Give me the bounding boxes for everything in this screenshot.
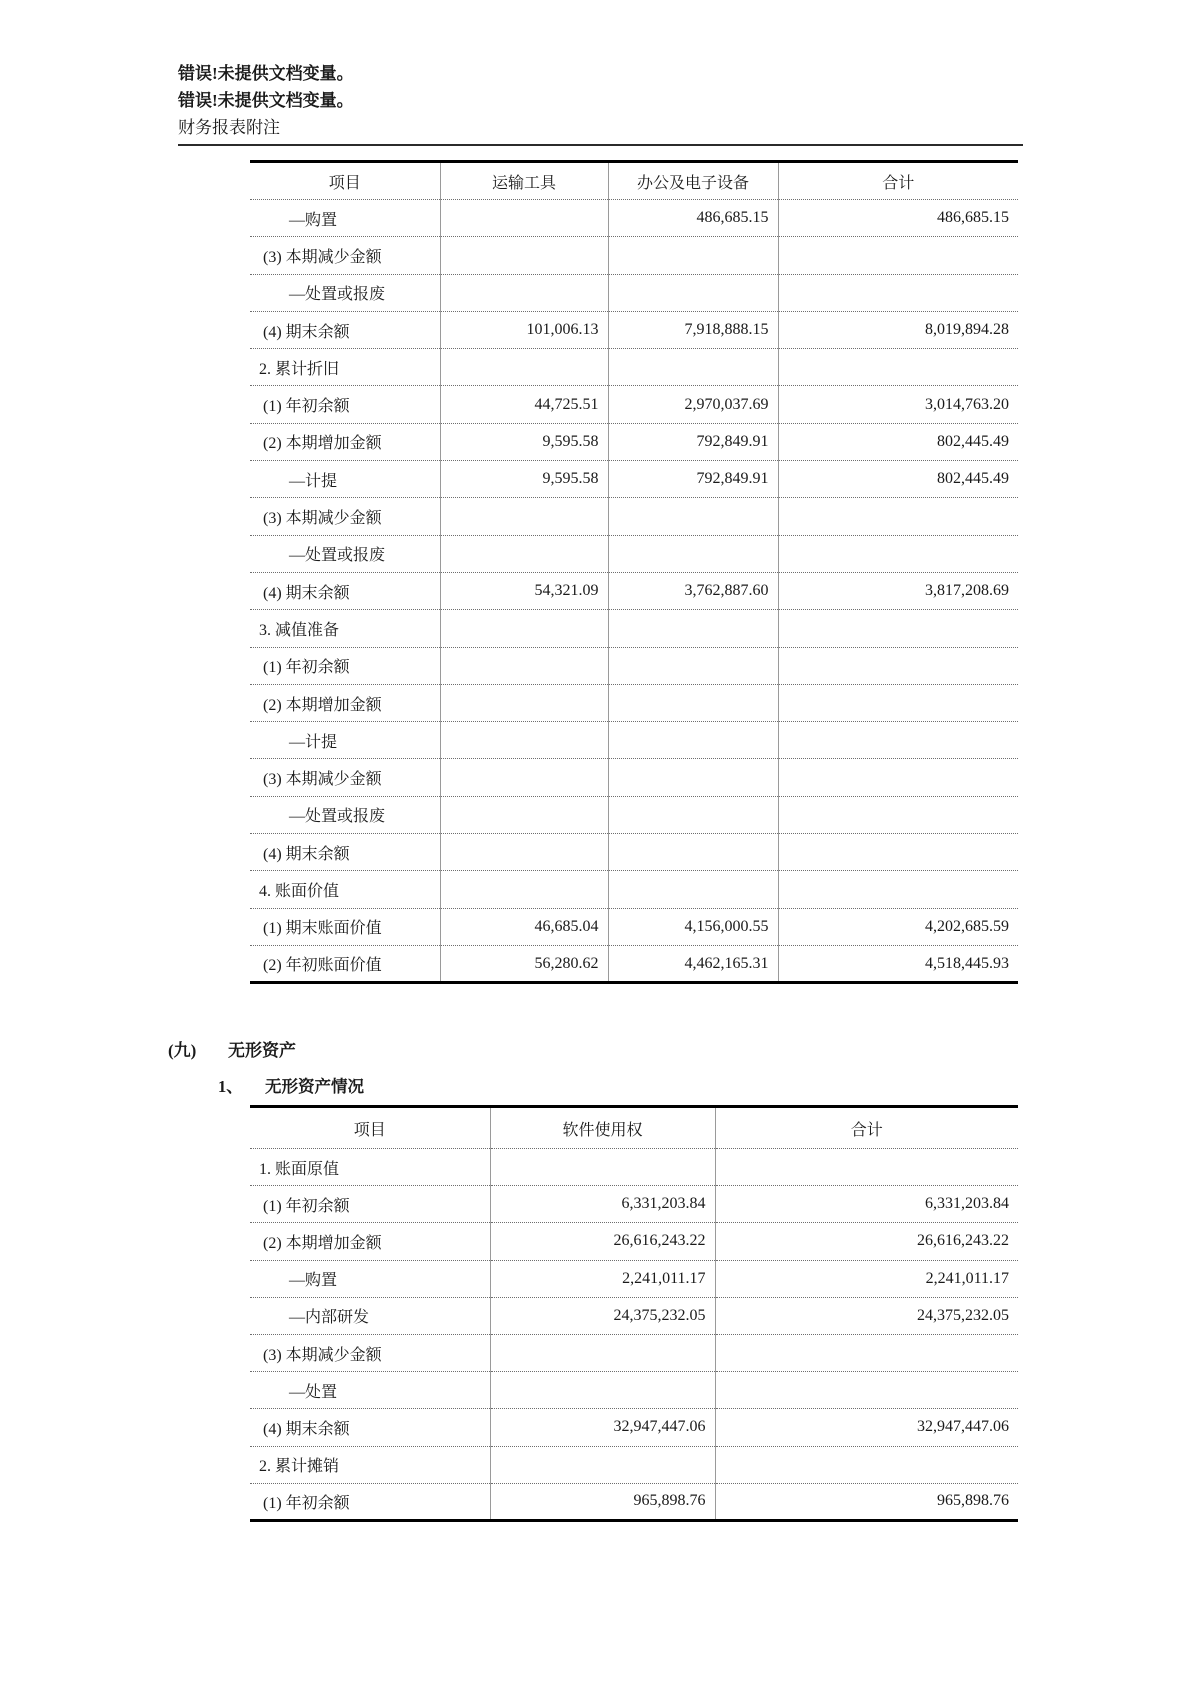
- amount-cell: 46,685.04: [440, 908, 608, 945]
- fixed-assets-table: [250, 160, 1018, 984]
- amount-cell: [490, 1446, 715, 1483]
- row-label: —计提: [250, 722, 440, 759]
- amount-cell: 101,006.13: [440, 311, 608, 348]
- table-row: [250, 237, 1018, 274]
- table-row: [250, 349, 1018, 386]
- row-label: —处置或报废: [250, 274, 440, 311]
- amount-cell: [440, 722, 608, 759]
- table-row: [250, 461, 1018, 498]
- amount-cell: [440, 684, 608, 721]
- table-row: [250, 498, 1018, 535]
- amount-cell: [440, 535, 608, 572]
- amount-cell: [490, 1149, 715, 1186]
- column-header: 合计: [778, 162, 1018, 200]
- row-label: —处置或报废: [250, 796, 440, 833]
- table-row: [250, 1334, 1018, 1371]
- column-header: 项目: [250, 1107, 490, 1149]
- table-header-row: [250, 162, 1018, 200]
- row-label: (4) 期末余额: [250, 311, 440, 348]
- amount-cell: [715, 1334, 1018, 1371]
- table-row: [250, 1409, 1018, 1446]
- row-label: 3. 减值准备: [250, 610, 440, 647]
- amount-cell: [440, 647, 608, 684]
- amount-cell: [778, 349, 1018, 386]
- row-label: (3) 本期减少金额: [250, 759, 440, 796]
- row-label: —购置: [250, 1260, 490, 1297]
- row-label: (2) 本期增加金额: [250, 1223, 490, 1260]
- amount-cell: 802,445.49: [778, 461, 1018, 498]
- amount-cell: [608, 722, 778, 759]
- row-label: 1. 账面原值: [250, 1149, 490, 1186]
- amount-cell: 7,918,888.15: [608, 311, 778, 348]
- amount-cell: 32,947,447.06: [715, 1409, 1018, 1446]
- column-header: 项目: [250, 162, 440, 200]
- amount-cell: 965,898.76: [715, 1483, 1018, 1520]
- amount-cell: [715, 1446, 1018, 1483]
- amount-cell: 486,685.15: [608, 200, 778, 237]
- intangible-assets-table: [250, 1105, 1018, 1522]
- amount-cell: 4,462,165.31: [608, 945, 778, 982]
- table-row: [250, 945, 1018, 982]
- row-label: (2) 年初账面价值: [250, 945, 440, 982]
- table-row: [250, 386, 1018, 423]
- table-row: [250, 908, 1018, 945]
- amount-cell: [778, 722, 1018, 759]
- row-label: (3) 本期减少金额: [250, 237, 440, 274]
- amount-cell: 8,019,894.28: [778, 311, 1018, 348]
- table-row: [250, 311, 1018, 348]
- amount-cell: 4,156,000.55: [608, 908, 778, 945]
- amount-cell: 6,331,203.84: [490, 1186, 715, 1223]
- table-row: [250, 274, 1018, 311]
- table-row: [250, 200, 1018, 237]
- amount-cell: [608, 871, 778, 908]
- table-row: [250, 610, 1018, 647]
- amount-cell: 4,518,445.93: [778, 945, 1018, 982]
- amount-cell: [608, 610, 778, 647]
- error-variable-line-1: 错误!未提供文档变量。: [178, 64, 354, 83]
- table-row: [250, 647, 1018, 684]
- amount-cell: 2,241,011.17: [490, 1260, 715, 1297]
- amount-cell: [715, 1149, 1018, 1186]
- amount-cell: [778, 237, 1018, 274]
- table-row: [250, 871, 1018, 908]
- row-label: —处置: [250, 1372, 490, 1409]
- row-label: (4) 期末余额: [250, 1409, 490, 1446]
- table-row: [250, 1223, 1018, 1260]
- row-label: 4. 账面价值: [250, 871, 440, 908]
- row-label: (4) 期末余额: [250, 834, 440, 871]
- amount-cell: [778, 610, 1018, 647]
- column-header: 合计: [715, 1107, 1018, 1149]
- subsection-heading-intangible-assets-status: [218, 1073, 364, 1097]
- amount-cell: [490, 1334, 715, 1371]
- section-heading-intangible-assets: [168, 1036, 296, 1061]
- amount-cell: [440, 610, 608, 647]
- table-row: [250, 722, 1018, 759]
- amount-cell: 24,375,232.05: [490, 1297, 715, 1334]
- amount-cell: [608, 237, 778, 274]
- amount-cell: [778, 498, 1018, 535]
- amount-cell: 26,616,243.22: [715, 1223, 1018, 1260]
- amount-cell: [440, 834, 608, 871]
- amount-cell: [490, 1372, 715, 1409]
- amount-cell: [608, 535, 778, 572]
- amount-cell: [440, 796, 608, 833]
- table-row: [250, 796, 1018, 833]
- table-row: [250, 1260, 1018, 1297]
- amount-cell: [440, 498, 608, 535]
- row-label: 2. 累计折旧: [250, 349, 440, 386]
- row-label: (2) 本期增加金额: [250, 423, 440, 460]
- amount-cell: 44,725.51: [440, 386, 608, 423]
- table-row: [250, 759, 1018, 796]
- amount-cell: 3,014,763.20: [778, 386, 1018, 423]
- amount-cell: 3,762,887.60: [608, 572, 778, 609]
- table-row: [250, 834, 1018, 871]
- amount-cell: [608, 498, 778, 535]
- row-label: 2. 累计摊销: [250, 1446, 490, 1483]
- header-divider: [178, 144, 1023, 146]
- table-row: [250, 1186, 1018, 1223]
- amount-cell: 26,616,243.22: [490, 1223, 715, 1260]
- amount-cell: 486,685.15: [778, 200, 1018, 237]
- amount-cell: [778, 684, 1018, 721]
- amount-cell: [608, 684, 778, 721]
- row-label: —购置: [250, 200, 440, 237]
- amount-cell: [440, 237, 608, 274]
- amount-cell: [715, 1372, 1018, 1409]
- amount-cell: 54,321.09: [440, 572, 608, 609]
- column-header: 运输工具: [440, 162, 608, 200]
- amount-cell: [778, 834, 1018, 871]
- table-row: [250, 684, 1018, 721]
- row-label: (1) 期末账面价值: [250, 908, 440, 945]
- subsection-number: 1、: [218, 1077, 243, 1096]
- amount-cell: [608, 759, 778, 796]
- amount-cell: 24,375,232.05: [715, 1297, 1018, 1334]
- amount-cell: [778, 871, 1018, 908]
- error-variable-line-2: 错误!未提供文档变量。: [178, 91, 354, 110]
- row-label: (1) 年初余额: [250, 386, 440, 423]
- table-row: [250, 1149, 1018, 1186]
- amount-cell: 9,595.58: [440, 423, 608, 460]
- amount-cell: [608, 349, 778, 386]
- row-label: (4) 期末余额: [250, 572, 440, 609]
- amount-cell: [440, 871, 608, 908]
- amount-cell: [778, 796, 1018, 833]
- table-row: [250, 1297, 1018, 1334]
- amount-cell: 4,202,685.59: [778, 908, 1018, 945]
- row-label: —计提: [250, 461, 440, 498]
- amount-cell: [608, 834, 778, 871]
- amount-cell: [608, 274, 778, 311]
- amount-cell: 965,898.76: [490, 1483, 715, 1520]
- amount-cell: 792,849.91: [608, 423, 778, 460]
- subsection-title: 无形资产情况: [265, 1077, 364, 1096]
- amount-cell: 792,849.91: [608, 461, 778, 498]
- row-label: (3) 本期减少金额: [250, 1334, 490, 1371]
- amount-cell: [440, 759, 608, 796]
- column-header: 办公及电子设备: [608, 162, 778, 200]
- table-header-row: [250, 1107, 1018, 1149]
- amount-cell: 3,817,208.69: [778, 572, 1018, 609]
- amount-cell: [608, 647, 778, 684]
- amount-cell: [440, 200, 608, 237]
- amount-cell: [440, 349, 608, 386]
- row-label: —处置或报废: [250, 535, 440, 572]
- amount-cell: 56,280.62: [440, 945, 608, 982]
- amount-cell: 32,947,447.06: [490, 1409, 715, 1446]
- section-title: 无形资产: [228, 1041, 296, 1060]
- table-row: [250, 1446, 1018, 1483]
- amount-cell: 802,445.49: [778, 423, 1018, 460]
- amount-cell: 2,970,037.69: [608, 386, 778, 423]
- amount-cell: [778, 647, 1018, 684]
- notes-title: 财务报表附注: [178, 118, 280, 137]
- column-header: 软件使用权: [490, 1107, 715, 1149]
- row-label: (1) 年初余额: [250, 647, 440, 684]
- table-row: [250, 1372, 1018, 1409]
- row-label: (1) 年初余额: [250, 1483, 490, 1520]
- amount-cell: 6,331,203.84: [715, 1186, 1018, 1223]
- amount-cell: [608, 796, 778, 833]
- amount-cell: 2,241,011.17: [715, 1260, 1018, 1297]
- row-label: —内部研发: [250, 1297, 490, 1334]
- table-row: [250, 535, 1018, 572]
- table-row: [250, 423, 1018, 460]
- table-row: [250, 572, 1018, 609]
- amount-cell: [440, 274, 608, 311]
- table-row: [250, 1483, 1018, 1520]
- amount-cell: [778, 274, 1018, 311]
- row-label: (1) 年初余额: [250, 1186, 490, 1223]
- amount-cell: 9,595.58: [440, 461, 608, 498]
- section-number: (九): [168, 1041, 197, 1060]
- row-label: (2) 本期增加金额: [250, 684, 440, 721]
- amount-cell: [778, 535, 1018, 572]
- amount-cell: [778, 759, 1018, 796]
- row-label: (3) 本期减少金额: [250, 498, 440, 535]
- document-header: [178, 60, 354, 141]
